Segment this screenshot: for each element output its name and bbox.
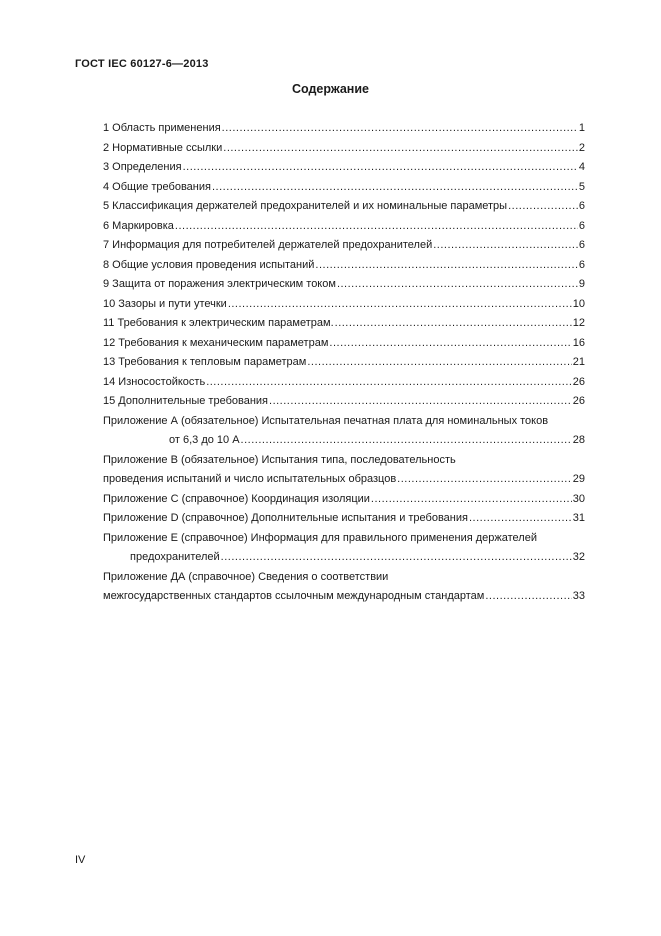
toc-line	[103, 119, 585, 139]
toc-line	[103, 451, 585, 471]
toc-entry-text: 2 Нормативные ссылки	[103, 141, 223, 154]
toc-leader-dots	[222, 119, 578, 139]
toc-page-ref: 1	[578, 122, 585, 134]
toc-leader-dots	[269, 392, 572, 412]
toc-entry-text: от 6,3 до 10 А	[169, 434, 240, 446]
toc-leader-dots	[337, 275, 578, 295]
toc-line	[103, 412, 585, 432]
toc-entry-text: Приложение А (обязательное) Испытательная печатная плата для номинальных токов	[103, 414, 549, 427]
toc-leader-dots	[315, 256, 577, 276]
toc-entry-text: Приложение ДА (справочное) Сведения о соответствии	[103, 570, 389, 583]
toc-leader-dots	[307, 353, 571, 373]
toc-entry-text: 3 Определения	[103, 161, 182, 173]
toc-leader-dots	[433, 236, 578, 256]
toc-page-ref: 4	[578, 161, 585, 173]
toc-line	[103, 529, 585, 549]
toc-line	[103, 295, 585, 315]
toc-leader-dots	[469, 509, 572, 529]
toc-line	[103, 431, 585, 451]
toc-page-ref: 5	[578, 180, 585, 193]
toc-leader-dots	[206, 373, 572, 393]
toc-line	[103, 548, 585, 568]
toc-leader-dots	[485, 587, 571, 607]
toc-entry-text: 12 Требования к механическим параметрам	[103, 336, 329, 349]
toc-page-ref: 21	[572, 356, 585, 368]
toc-leader-dots	[221, 548, 572, 568]
page-number: IV	[75, 854, 86, 866]
toc-line	[103, 314, 585, 334]
toc-entry-text: Приложение В (обязательное) Испытания типа, последовательность	[103, 453, 456, 466]
toc-line	[103, 373, 585, 393]
toc-line	[103, 509, 585, 529]
toc-entry-text: 10 Зазоры и пути утечки	[103, 297, 227, 310]
toc-page-ref: 16	[572, 336, 585, 349]
toc-line	[103, 158, 585, 178]
table-of-contents	[103, 119, 585, 607]
toc-leader-dots	[175, 217, 578, 237]
toc-line	[103, 139, 585, 159]
toc-entry-text: 6 Маркировка	[103, 219, 174, 232]
toc-page-ref: 6	[578, 219, 585, 232]
toc-entry-text: 4 Общие требования	[103, 180, 211, 193]
toc-leader-dots	[223, 139, 578, 159]
toc-line	[103, 197, 585, 217]
toc-line	[103, 334, 585, 354]
toc-page-ref: 6	[578, 239, 585, 251]
toc-page-ref: 26	[572, 375, 585, 388]
toc-page-ref: 32	[572, 551, 585, 563]
toc-entry-text: Приложение С (справочное) Координация изоляции	[103, 492, 370, 505]
toc-leader-dots	[183, 158, 578, 178]
toc-entry-text: Приложение D (справочное) Дополнительные испытания и требования	[103, 512, 468, 524]
toc-entry-text: предохранителей	[130, 551, 220, 563]
toc-entry-text: 9 Защита от поражения электрическим током	[103, 278, 336, 290]
toc-entry-text: межгосударственных стандартов ссылочным международным стандартам	[103, 590, 485, 602]
toc-entry-text: 11 Требования к электрическим параметрам.	[103, 317, 334, 329]
toc-line	[103, 490, 585, 510]
toc-page-ref: 12	[572, 317, 585, 329]
toc-line	[103, 392, 585, 412]
toc-entry-text: проведения испытаний и число испытательных образцов	[103, 473, 397, 485]
toc-line	[103, 587, 585, 607]
toc-leader-dots	[228, 295, 572, 315]
toc-line	[103, 470, 585, 490]
toc-entry-text: 7 Информация для потребителей держателей предохранителей	[103, 239, 433, 251]
toc-page-ref: 2	[578, 141, 585, 154]
toc-page-ref: 9	[578, 278, 585, 290]
toc-entry-text: 5 Классификация держателей предохранителей и их номинальные параметры	[103, 200, 508, 212]
toc-leader-dots	[335, 314, 572, 334]
toc-leader-dots	[241, 431, 572, 451]
toc-page-ref: 6	[578, 200, 585, 212]
toc-leader-dots	[397, 470, 572, 490]
toc-entry-text: 14 Износостойкость	[103, 375, 206, 388]
toc-page-ref: 26	[572, 395, 585, 407]
toc-page-ref: 10	[572, 297, 585, 310]
toc-line	[103, 568, 585, 588]
toc-line	[103, 217, 585, 237]
document-standard-number: ГОСТ IEC 60127-6—2013	[75, 58, 209, 70]
toc-page-ref: 33	[572, 590, 585, 602]
page-title: Содержание	[291, 82, 369, 96]
toc-entry-text: 8 Общие условия проведения испытаний	[103, 258, 315, 271]
toc-entry-text: 15 Дополнительные требования	[103, 395, 269, 407]
toc-page-ref: 31	[572, 512, 585, 524]
toc-page-ref: 28	[572, 434, 585, 446]
toc-entry-text: Приложение Е (справочное) Информация для правильного применения держателей	[103, 531, 537, 544]
toc-leader-dots	[329, 334, 571, 354]
toc-line	[103, 353, 585, 373]
toc-page-ref: 6	[578, 258, 585, 271]
toc-page-ref: 30	[572, 492, 585, 505]
toc-leader-dots	[508, 197, 578, 217]
toc-page-ref: 29	[572, 473, 585, 485]
toc-line	[103, 236, 585, 256]
toc-line	[103, 178, 585, 198]
toc-leader-dots	[371, 490, 572, 510]
toc-entry-text: 1 Область применения	[103, 122, 221, 134]
toc-line	[103, 275, 585, 295]
toc-leader-dots	[212, 178, 578, 198]
toc-entry-text: 13 Требования к тепловым параметрам	[103, 356, 307, 368]
toc-line	[103, 256, 585, 276]
